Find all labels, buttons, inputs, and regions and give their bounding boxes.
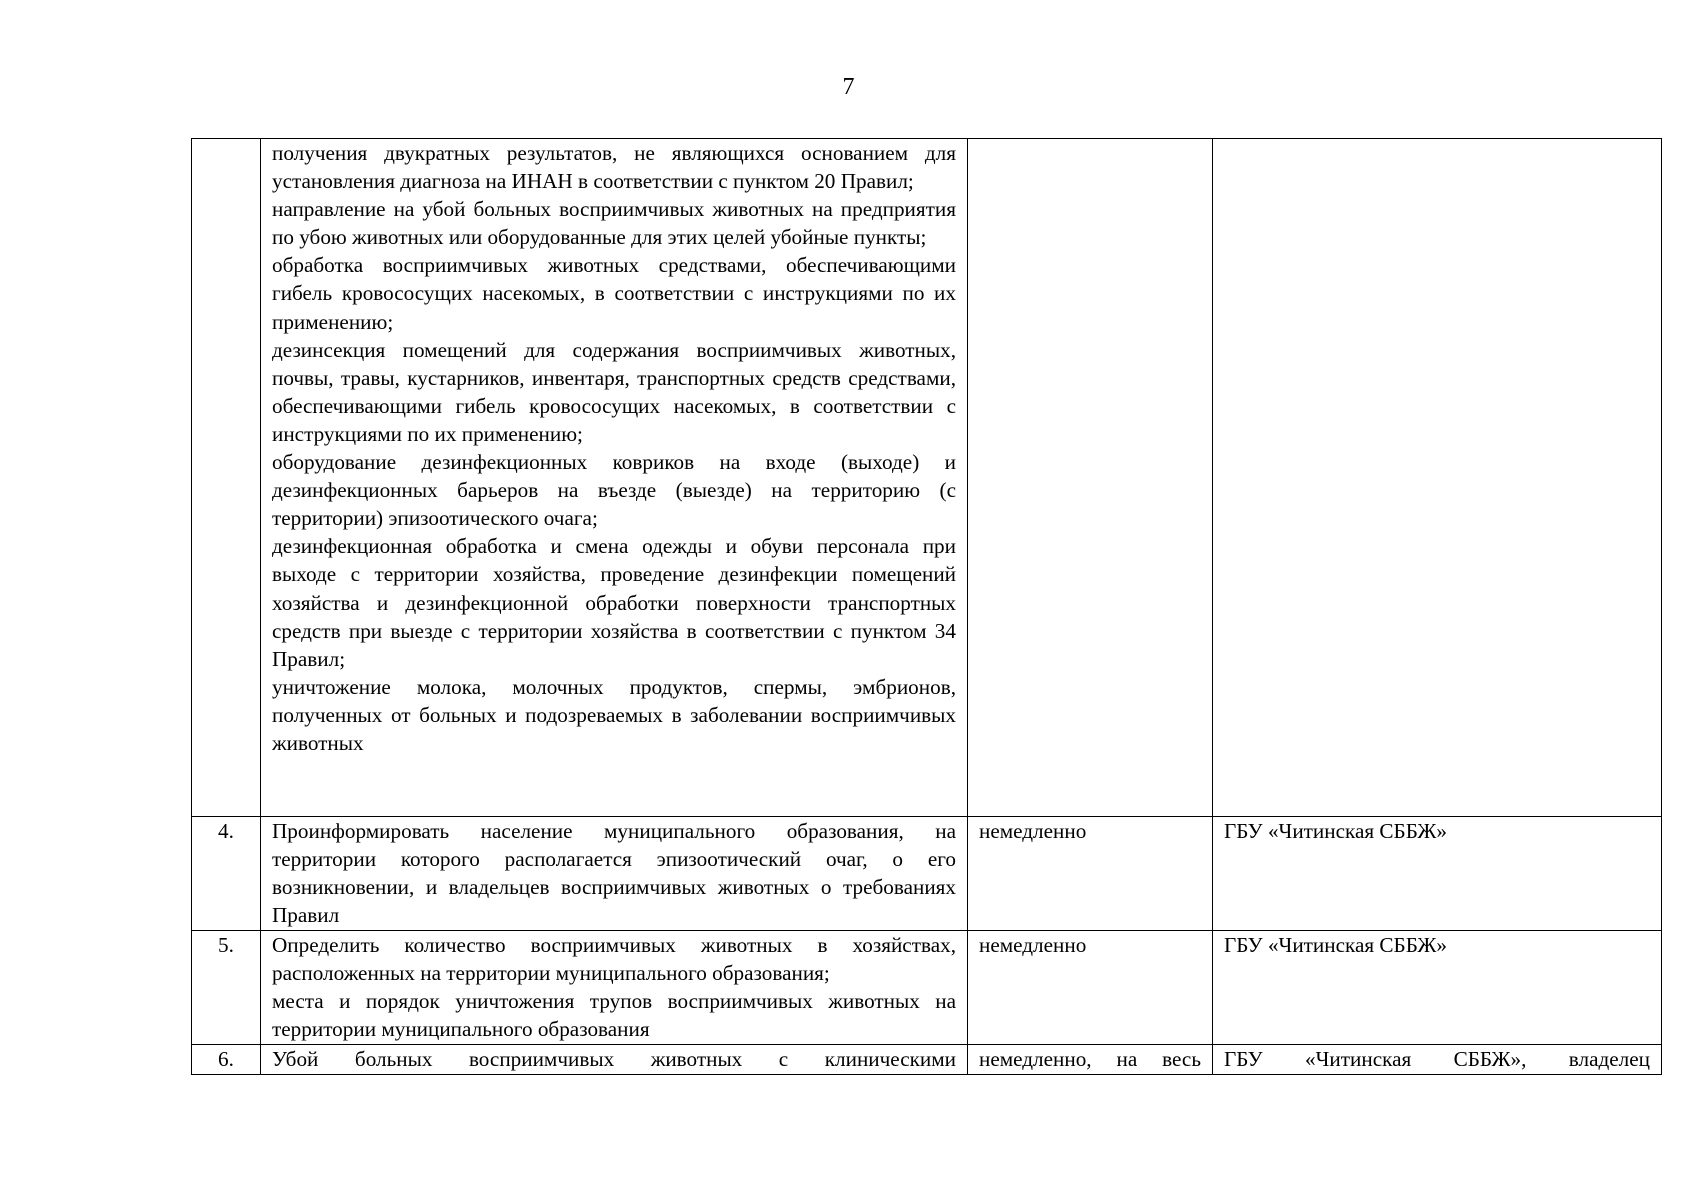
- responsible-cell: [1213, 1045, 1662, 1075]
- row-number-cell: [192, 139, 261, 817]
- action-paragraph: места и порядок уничтожения трупов восприимчивых животных на территории муниципального образования: [272, 989, 956, 1042]
- action-paragraph: направление на убой больных восприимчивых животных на предприятия по убою животных или оборудованные для этих целей убойные пункты;: [272, 197, 956, 250]
- action-cell: [261, 139, 968, 817]
- row-number-cell: 5.: [192, 931, 261, 1045]
- responsible-cell: ГБУ «Читинская СББЖ»: [1213, 931, 1662, 1045]
- responsible-text: ГБУ «Читинская СББЖ», владелец: [1224, 1047, 1650, 1071]
- row-number-cell: 4.: [192, 817, 261, 931]
- table-row: [192, 1045, 1662, 1075]
- action-paragraph: уничтожение молока, молочных продуктов, спермы, эмбрионов, полученных от больных и подозреваемых в заболевании восприимчивых животных: [272, 674, 956, 755]
- term-text: немедленно, на весь: [979, 1047, 1201, 1071]
- row-number-cell: 6.: [192, 1045, 261, 1075]
- action-cell: [261, 817, 968, 931]
- action-paragraph: Проинформировать население муниципального образования, на территории которого располагается эпизоотический очаг, о его возникновении, и владельцев восприимчивых животных о требованиях Правил: [272, 819, 956, 928]
- measures-table: [191, 138, 1662, 1075]
- responsible-cell: [1213, 139, 1662, 817]
- action-paragraph: дезинфекционная обработка и смена одежды и обуви персонала при выходе с территории хозяйства, проведение дезинфекции помещений хозяйства и дезинфекционной обработки поверхности транспортных средств при выезде с территории хозяйства в соответствии с пунктом 34 Правил;: [272, 534, 956, 671]
- action-paragraph: Определить количество восприимчивых животных в хозяйствах, расположенных на территории муниципального образования;: [272, 933, 956, 986]
- action-paragraph: обработка восприимчивых животных средствами, обеспечивающими гибель кровососущих насекомых, в соответствии с инструкциями по их применению;: [272, 253, 956, 334]
- action-paragraph: Убой больных восприимчивых животных с клиническими: [272, 1047, 956, 1071]
- action-cell: [261, 1045, 968, 1075]
- action-paragraph: дезинсекция помещений для содержания восприимчивых животных, почвы, травы, кустарников, инвентаря, транспортных средств средствами, обеспечивающими гибель кровососущих насекомых, в соответствии с инструкциями по их применению;: [272, 337, 956, 446]
- table-row-continuation: [192, 139, 1662, 817]
- term-cell: немедленно: [968, 817, 1213, 931]
- page-number: 7: [842, 74, 855, 100]
- action-cell: [261, 931, 968, 1045]
- action-paragraph: оборудование дезинфекционных ковриков на входе (выходе) и дезинфекционных барьеров на въезде (выезде) на территорию (с территории) эпизоотического очага;: [272, 450, 956, 531]
- table-row: [192, 931, 1662, 1045]
- term-cell: [968, 139, 1213, 817]
- responsible-cell: ГБУ «Читинская СББЖ»: [1213, 817, 1662, 931]
- table-row: [192, 817, 1662, 931]
- term-cell: [968, 1045, 1213, 1075]
- term-cell: немедленно: [968, 931, 1213, 1045]
- action-paragraph: получения двукратных результатов, не являющихся основанием для установления диагноза на ИНАН в соответствии с пунктом 20 Правил;: [272, 141, 956, 194]
